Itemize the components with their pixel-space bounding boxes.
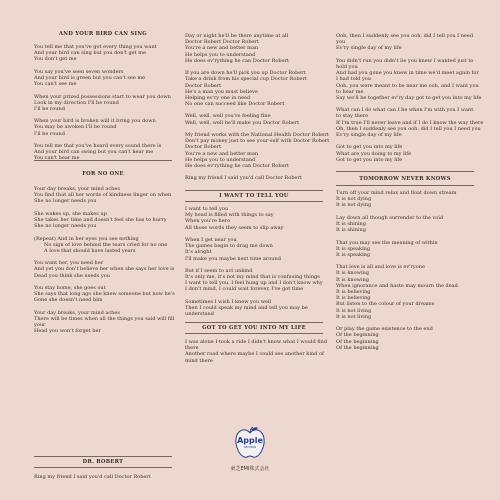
lyric-line: Of the beginning	[336, 332, 379, 339]
lyric-line: She no longer needs you	[34, 223, 97, 230]
lyric-line: Head you won't forget her	[34, 328, 101, 335]
lyric-line: All those words they seem to slip away	[185, 224, 284, 231]
lyric-line: My head is filled with things to say	[185, 212, 274, 219]
lyric-line: I'll be round	[34, 105, 65, 112]
lyric-line: You don't get me	[34, 56, 77, 63]
divider	[185, 333, 323, 334]
lyric-line: When I get near you	[185, 236, 237, 243]
apple-logo-subtext: RECORDS	[243, 446, 257, 449]
lyric-line: Ring my friend I said you'd call Doctor Robert	[34, 474, 151, 480]
lyric-line: You can't see me	[34, 81, 77, 88]
lyric-line: to hear me	[336, 88, 364, 95]
lyric-line: You tell me that you've heard every sound there is	[34, 143, 162, 149]
lyric-line: I want to tell you	[185, 206, 229, 212]
lyric-line: You tell me that you've got every thing you want	[34, 44, 157, 50]
lyric-line: Ev'ry single day of my life	[336, 132, 402, 138]
lyric-line: mind there	[185, 357, 213, 364]
lyric-line: Your day breaks, your mind aches	[34, 186, 120, 192]
lyric-line: Say we'll be together ev'ry day got to get you into my life	[336, 94, 482, 101]
lyric-line: If you are down he'll pick you up Doctor Robert	[185, 70, 306, 77]
divider	[34, 467, 172, 468]
lyric-line: And your bird can swing but you can't hear me	[34, 149, 154, 156]
lyric-line: I was alone I took a ride I didn't know what I would find	[185, 339, 328, 345]
lyric-line: That love is all and love is ev'ryone	[336, 264, 425, 271]
lyric-line: Take a drink from his special cup Doctor Robert	[185, 76, 307, 83]
lyric-line: Well, well, well he'll make you Doctor Robert	[185, 119, 300, 126]
lyric-line: I don't mind, I could wait forever, I've got time	[185, 286, 304, 293]
divider	[185, 190, 323, 191]
lyric-line: He does ev'rything he can Doctor Robert	[185, 162, 289, 169]
lyric-line: You're a new and better man	[185, 150, 259, 157]
lyric-line: understand	[185, 311, 214, 318]
lyric-line: Of the beginning	[336, 338, 379, 345]
lyric-line: And your bird is green but you can't see me	[34, 74, 146, 81]
lyric-line: I'll make you maybe next time around	[185, 255, 281, 262]
apple-records-logo	[229, 426, 271, 460]
lyric-line: When your prized possessions start to wear you down	[34, 93, 171, 100]
lyrics-got-to-get-you-into-my-life	[185, 339, 328, 364]
lyric-line: A love that should have lasted years	[44, 247, 136, 254]
lyric-line: Another road where maybe I could see another kind of	[185, 351, 324, 358]
lyric-line: Sometimes I wish I knew you well	[185, 298, 272, 305]
lyric-line: You can't hear me	[34, 155, 80, 162]
lyric-line: No sign of love behind the tears cried for no one	[44, 241, 168, 248]
divider	[34, 160, 172, 161]
lyrics-dr-robert	[185, 33, 330, 182]
lyric-line: It is believing	[336, 295, 371, 302]
song-title-i-want-to-tell-you: I WANT TO TELL YOU	[219, 193, 289, 199]
divider	[185, 322, 323, 323]
lyric-line: Oh, then I suddenly see you ooh, did I tell you I need you	[336, 125, 481, 132]
song-title-got-to-get-you-into-my-life: GOT TO GET YOU INTO MY LIFE	[202, 325, 306, 331]
lyric-line: Or play the game existence to the end	[336, 326, 433, 333]
lyric-line: Look in my direction I'll be round	[34, 99, 119, 106]
song-title-for-no-one: FOR NO ONE	[82, 171, 124, 177]
lyric-line: When your bird is broken will it bring you down	[34, 118, 156, 125]
lyric-line: When you're here	[185, 218, 231, 225]
lyric-line: But listen to the colour of your dreams	[336, 301, 435, 308]
lyric-line: It is speaking	[336, 245, 371, 252]
lyric-line: Ring my friend I said you'd call Doctor Robert	[185, 175, 302, 182]
song-title-dr-robert: DR. ROBERT	[82, 459, 124, 465]
lyric-line: If I'm true I'll never leave and if I do I know the way there	[336, 119, 484, 126]
lyric-line: Ooh, you were meant to be near me ooh, and I want you	[336, 82, 479, 89]
lyrics-tomorrow-never-knows	[336, 190, 474, 351]
lyric-line: Ev'ry single day of my life	[336, 45, 402, 52]
song-title-tomorrow-never-knows: TOMORROW NEVER KNOWS	[359, 176, 451, 182]
lyric-line: It is shining	[336, 227, 366, 234]
lyric-line: It is not dying	[336, 196, 372, 203]
lyrics-and-your-bird-can-sing	[34, 44, 172, 162]
lyric-line: And your bird can sing but you don't get me	[34, 50, 146, 57]
lyric-line: He helps you to understand	[185, 156, 256, 163]
song-title-and-your-bird-can-sing: AND YOUR BIRD CAN SING	[58, 31, 147, 37]
lyric-line: Dead you think she needs you	[34, 272, 110, 279]
divider	[34, 456, 172, 457]
lyric-line: He does ev'rything he can Doctor Robert	[185, 57, 289, 64]
lyric-line: You're a new and better man	[185, 45, 259, 52]
lyric-line: What can I do what can I be when I'm with you I want	[336, 107, 474, 114]
lyrics-dr-robert-start	[34, 474, 172, 480]
lyric-line: there	[185, 345, 199, 352]
lyric-line: There will be times when all the things you said will fill	[34, 315, 175, 322]
lyric-line: She no longer needs you	[34, 198, 97, 205]
lyric-line: Got to get you into my life	[336, 144, 403, 151]
lyric-line: You find that all her words of kindness linger on when	[34, 192, 172, 199]
lyric-line: It is knowing	[336, 276, 369, 283]
lyric-line: And had you gone you knew in time we'd meet again for	[336, 70, 479, 77]
lyric-line: Then I could speak my mind and tell you may be	[185, 305, 308, 311]
lyric-line: Well, well, well you're feeling fine	[185, 113, 271, 120]
lyric-line: hold you	[336, 63, 358, 70]
lyric-line: It is not living	[336, 313, 372, 320]
lyric-line: When ignorance and haste may mourn the dead	[336, 282, 458, 289]
lyrics-i-want-to-tell-you	[185, 206, 323, 317]
lyrics-for-no-one	[34, 186, 175, 335]
company-name: 東芝EMI株式会社	[230, 466, 270, 472]
lyric-line: your	[34, 322, 46, 329]
lyric-line: And yet you don't believe her when she says her love is	[34, 266, 175, 273]
lyric-line: It is knowing	[336, 270, 369, 277]
lyric-line: It is believing	[336, 289, 371, 295]
lyric-line: Doctor Robert Doctor Robert	[185, 39, 259, 46]
lyric-line: I'll be round	[34, 130, 65, 137]
lyric-line: She takes her time and doesn't feel she has to hurry	[34, 216, 167, 223]
lyric-line: She wakes up, she makes up	[34, 210, 107, 217]
lyric-line: Turn off your mind relax and float down stream	[336, 190, 457, 196]
lyric-line: What are you doing to my life	[336, 150, 412, 157]
lyric-line: It is not dying	[336, 202, 372, 209]
lyric-line: It is speaking	[336, 251, 371, 258]
lyric-line: My friend works with the National Health Doctor Robert	[185, 132, 329, 138]
divider	[336, 185, 474, 186]
lyrics-got-to-get-you-into-my-life-cont	[336, 33, 484, 163]
lyric-line: You want her, you need her	[34, 260, 104, 267]
lyric-line: Doctor Robert	[185, 144, 222, 151]
lyric-line: But if I seem to act unkind	[185, 267, 253, 274]
lyric-line: You may be awoken I'll be round	[34, 124, 117, 131]
apple-logo-text: Apple	[237, 436, 263, 445]
lyric-line: Gone she doesn't need him	[34, 297, 103, 304]
lyric-line: Lay down all though surrender to the void	[336, 214, 444, 221]
lyric-line: I had told you	[336, 76, 372, 83]
lyric-line: The games begin to drag me down	[185, 243, 273, 250]
lyric-line: That you may see the meaning of within	[336, 239, 438, 246]
divider	[336, 171, 474, 172]
lyric-line: It's alright	[185, 249, 212, 256]
lyric-line: It is not living	[336, 307, 372, 314]
lyric-line: It's only me, it's not my mind that is confusing things	[185, 274, 320, 281]
lyric-line: Ooh, then I suddenly see you ooh, did I tell you I need	[336, 33, 474, 39]
lyric-line: You didn't run you didn't lie you knew I wanted just to	[336, 57, 474, 64]
lyric-line: to stay there	[336, 113, 369, 120]
lyric-line: Got to get you into my life	[336, 156, 403, 163]
lyric-line: (Repeat) And in her eyes you see nothing	[34, 235, 139, 242]
lyric-line: Doctor Robert	[185, 82, 222, 89]
lyric-line: He helps you to understand	[185, 51, 256, 58]
divider	[185, 201, 323, 202]
lyric-line: You say you've seen seven wonders	[34, 68, 124, 75]
lyric-line: I want to tell you, I feel hung up and I don't know why	[185, 280, 323, 287]
lyric-line: Helping ev'ry one in need	[185, 94, 251, 101]
lyric-line: Of the beginning	[336, 344, 379, 351]
lyric-line: Don't pay money just to see your-self with Doctor Robert	[185, 138, 330, 145]
lyric-line: Your day breaks, your mind aches	[34, 309, 120, 316]
lyric-line: You stay home, she goes out	[34, 285, 106, 291]
lyric-line: Day or night he'll be there anytime at all	[185, 33, 289, 39]
lyric-line: He's a man you must believe	[185, 88, 258, 95]
lyric-line: you	[336, 39, 346, 46]
lyric-line: She says that long ago she knew someone but now he's	[34, 291, 175, 298]
lyric-line: It is shining	[336, 220, 366, 227]
lyric-line: No one can succeed like Doctor Robert	[185, 101, 285, 108]
